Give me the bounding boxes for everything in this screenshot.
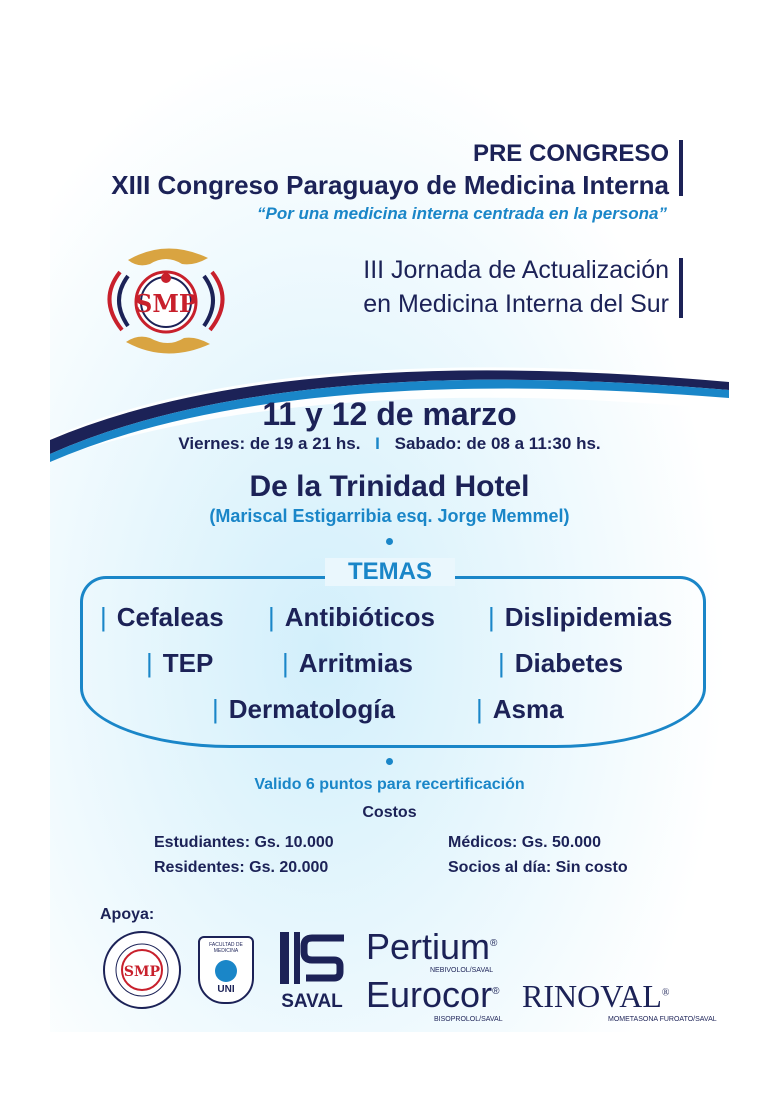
uni-seal-bottom: UNI [217,984,235,995]
saval-logo [276,930,348,1010]
eurocor-sub: BISOPROLOL/SAVAL [434,1016,503,1023]
spmi-seal [102,930,182,1010]
topic-asma: | Asma [476,694,564,724]
topic-cefaleas: | Cefaleas [100,602,224,632]
schedule-day2: Sabado: de 08 a 11:30 hs. [394,434,601,453]
jornada-title-2: en Medicina Interna del Sur [363,290,669,318]
smp-letters: SMP [135,289,197,318]
uni-seal [198,936,254,1004]
lema-text: “Por una medicina interna centrada en la persona” [256,204,667,223]
pertium-sub: NEBIVOLOL/SAVAL [430,967,494,974]
venue-address: (Mariscal Estigarribia esq. Jorge Memmel) [209,506,570,526]
title-bar-2 [679,258,683,318]
cost-estudiantes: Estudiantes: Gs. 10.000 [154,834,334,851]
venue-name: De la Trinidad Hotel [249,470,530,503]
uni-seal-top: FACULTAD DE MEDICINA [209,942,243,954]
divider-dot-1 [386,538,393,545]
apoya-label: Apoya: [100,906,155,923]
title-bar-1 [679,140,683,196]
costos-title: Costos [362,804,417,821]
jornada-title-1: III Jornada de Actualización [363,256,669,284]
pertium-brand: Pertium® [366,926,498,967]
schedule-separator: I [375,434,380,453]
congreso-title: XIII Congreso Paraguayo de Medicina Interna [111,170,669,200]
rinoval-sub: MOMETASONA FUROATO/SAVAL [608,1016,717,1023]
event-schedule [50,434,729,454]
topic-diabetes: | Diabetes [498,648,624,678]
poster [50,30,729,1032]
topic-tep: | TEP [146,648,214,678]
topic-dermatologia: | Dermatología [212,694,395,724]
event-date: 11 y 12 de marzo [262,396,517,432]
seal-letters: SMP [123,964,161,980]
puntos-text: Valido 6 puntos para recertificación [254,776,525,793]
cost-socios: Socios al día: Sin costo [448,859,628,876]
schedule-day1: Viernes: de 19 a 21 hs. [178,434,361,453]
pre-congreso-title: PRE CONGRESO [472,140,669,167]
cost-residentes: Residentes: Gs. 20.000 [154,859,329,876]
temas-title: TEMAS [325,558,455,586]
eurocor-brand: Eurocor® [366,974,500,1015]
caduceus-icon [215,960,237,982]
rinoval-brand: RINOVAL® [522,978,670,1014]
topic-antibioticos: | Antibióticos [268,602,435,632]
cost-medicos: Médicos: Gs. 50.000 [448,834,601,851]
saval-text: SAVAL [281,991,343,1012]
topic-dislipidemias: | Dislipidemias [488,602,673,632]
saval-ls-icon [276,930,348,986]
divider-dot-2 [386,758,393,765]
topic-arritmias: | Arritmias [282,648,413,678]
